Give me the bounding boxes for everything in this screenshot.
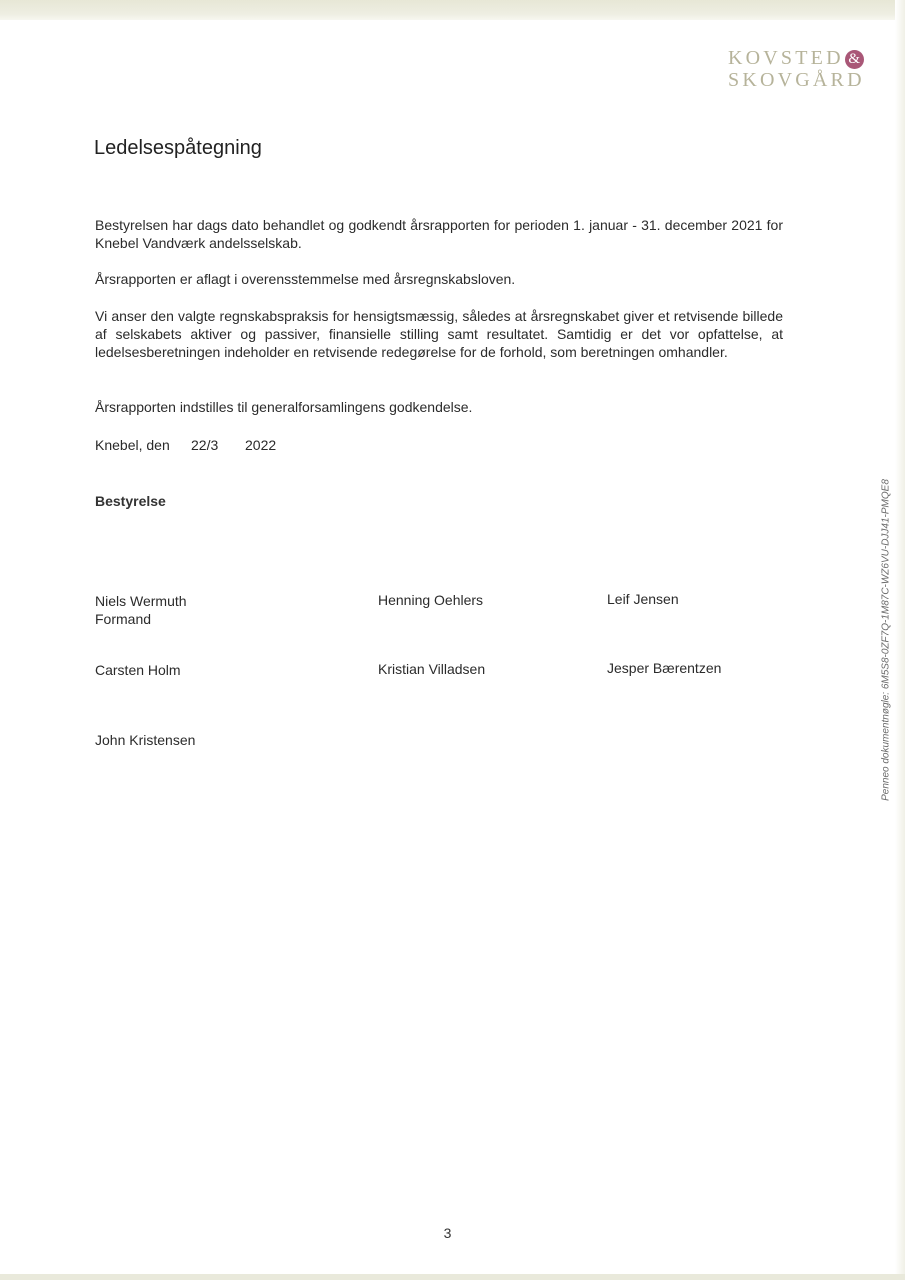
page-number: 3 <box>443 1225 452 1241</box>
signature-block <box>95 731 195 749</box>
signer-name: Niels Wermuth <box>95 593 187 609</box>
signature-block <box>378 591 483 609</box>
top-border-band <box>0 0 905 20</box>
signature-block <box>95 592 187 628</box>
recommendation-paragraph: Årsrapporten indstilles til generalforsamlingens godkendelse. <box>95 399 473 415</box>
logo-line-1: KOVSTED & <box>728 47 878 69</box>
signature-block <box>95 661 181 679</box>
signer-name: Jesper Bærentzen <box>607 660 722 676</box>
signature-block <box>378 660 485 678</box>
signature-block <box>607 659 721 677</box>
signature-block <box>607 590 679 608</box>
signer-name: John Kristensen <box>95 732 196 748</box>
signer-name: Carsten Holm <box>95 662 181 678</box>
right-border-band <box>895 0 905 1280</box>
place-label: Knebel, den <box>95 437 170 453</box>
opinion-paragraph: Vi anser den valgte regnskabspraksis for hensigtsmæssig, således at årsregnskabet giver et retvisende billede af selskabets aktiver og passiver, finansielle stilling samt resultatet. Samtidig er det vor opfattelse, at ledelsesberetningen indeholder en retvisende redegørelse for de forhold, som beretningen omhandler. <box>95 308 783 360</box>
signer-name: Kristian Villadsen <box>378 661 486 677</box>
approval-paragraph: Bestyrelsen har dags dato behandlet og godkendt årsrapporten for perioden 1. januar - 31. december 2021 for Knebel Vandværk andelsselskab. <box>95 217 783 251</box>
compliance-paragraph: Årsrapporten er aflagt i overensstemmelse med årsregnskabsloven. <box>95 271 516 287</box>
date-day-month: 22/3 <box>191 437 219 453</box>
bottom-border-band <box>0 1274 905 1280</box>
penneo-document-key: Penneo dokumentnøgle: 6M5S8-0ZF7Q-1M87C-WZ6VU-DJJ41-PMQE8 <box>880 479 892 801</box>
logo-line-2: SKOVGÅRD <box>728 69 865 91</box>
date-year: 2022 <box>245 437 277 453</box>
signer-name: Leif Jensen <box>607 591 679 607</box>
company-logo <box>728 47 878 91</box>
signer-name: Henning Oehlers <box>378 592 484 608</box>
logo-ampersand-badge: & <box>845 50 864 69</box>
board-heading: Bestyrelse <box>95 493 166 509</box>
signer-role: Formand <box>95 611 152 627</box>
page-title: Ledelsespåtegning <box>94 137 262 159</box>
